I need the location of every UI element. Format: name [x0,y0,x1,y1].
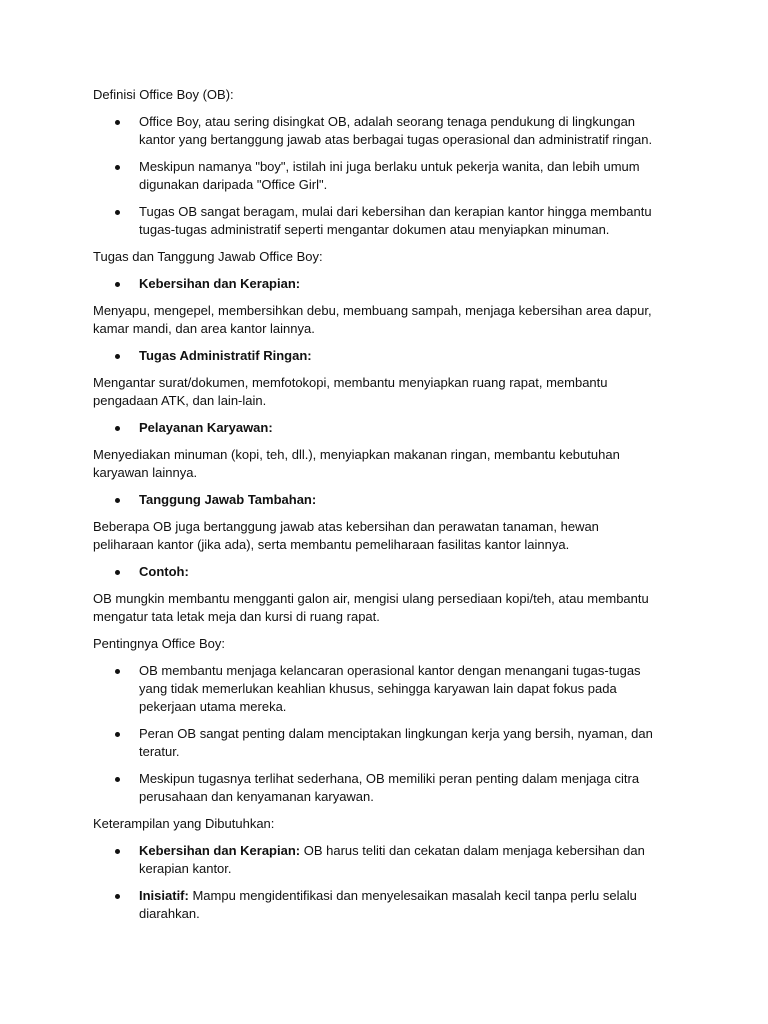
bullet-icon [115,120,120,125]
keterampilan-list [93,842,683,923]
list-item-text: Meskipun namanya "boy", istilah ini juga berlaku untuk pekerja wanita, dan lebih umum digunakan daripada "Office Girl". [139,159,640,192]
definisi-list [93,113,683,239]
tugas-group-list [93,275,683,293]
section-heading-keterampilan: Keterampilan yang Dibutuhkan: [93,816,275,831]
group-description: Mengantar surat/dokumen, memfotokopi, membantu menyiapkan ruang rapat, membantu pengadaan ATK, dan lain-lain. [93,375,608,408]
group-title: Kebersihan dan Kerapian: [139,276,301,291]
list-item [93,725,669,761]
document-page [93,86,683,932]
list-item [93,158,669,194]
tugas-group-list [93,419,683,437]
group-title: Contoh: [139,564,189,579]
skill-text: Mampu mengidentifikasi dan menyelesaikan masalah kecil tanpa perlu selalu diarahkan. [139,888,637,921]
group-description: Beberapa OB juga bertanggung jawab atas kebersihan dan perawatan tanaman, hewan peliharaan kantor (jika ada), serta membantu pemeliharaan fasilitas kantor lainnya. [93,519,599,552]
section-heading-tugas: Tugas dan Tanggung Jawab Office Boy: [93,249,323,264]
group-title: Tugas Administratif Ringan: [139,348,312,363]
tugas-group-list [93,347,683,365]
bullet-icon [115,282,120,287]
group-description: Menyapu, mengepel, membersihkan debu, membuang sampah, menjaga kebersihan area dapur, kamar mandi, dan area kantor lainnya. [93,303,652,336]
bullet-icon [115,426,120,431]
list-item [93,887,669,923]
list-item [93,347,669,365]
bullet-icon [115,732,120,737]
list-item [93,662,669,716]
skill-text: OB harus teliti dan cekatan dalam menjaga kebersihan dan kerapian kantor. [139,843,645,876]
bullet-icon [115,354,120,359]
group-title: Pelayanan Karyawan: [139,420,273,435]
bullet-icon [115,669,120,674]
bullet-icon [115,165,120,170]
pentingnya-list [93,662,683,806]
bullet-icon [115,777,120,782]
list-item [93,491,669,509]
section-heading-pentingnya: Pentingnya Office Boy: [93,636,226,651]
list-item [93,275,669,293]
tugas-group-list [93,491,683,509]
bullet-icon [115,210,120,215]
tugas-group-list [93,563,683,581]
skill-label: Kebersihan dan Kerapian: [139,843,301,858]
list-item [93,842,669,878]
bullet-icon [115,849,120,854]
list-item-text: Meskipun tugasnya terlihat sederhana, OB memiliki peran penting dalam menjaga citra perusahaan dan kenyamanan karyawan. [139,771,640,804]
list-item-text: Office Boy, atau sering disingkat OB, adalah seorang tenaga pendukung di lingkungan kantor yang bertanggung jawab atas berbagai tugas operasional dan administratif ringan. [139,114,653,147]
list-item-text: OB membantu menjaga kelancaran operasional kantor dengan menangani tugas-tugas yang tidak memerlukan keahlian khusus, sehingga karyawan lain dapat fokus pada pekerjaan utama mereka. [139,663,641,714]
list-item [93,770,669,806]
list-item [93,113,669,149]
list-item [93,419,669,437]
section-heading-definisi: Definisi Office Boy (OB): [93,87,234,102]
list-item [93,563,669,581]
list-item-text: Peran OB sangat penting dalam menciptakan lingkungan kerja yang bersih, nyaman, dan teratur. [139,726,653,759]
group-description: Menyediakan minuman (kopi, teh, dll.), menyiapkan makanan ringan, membantu kebutuhan karyawan lainnya. [93,447,620,480]
skill-label: Inisiatif: [139,888,189,903]
list-item-text: Tugas OB sangat beragam, mulai dari kebersihan dan kerapian kantor hingga membantu tugas-tugas administratif seperti mengantar dokumen atau menyiapkan minuman. [139,204,652,237]
bullet-icon [115,570,120,575]
group-description: OB mungkin membantu mengganti galon air, mengisi ulang persediaan kopi/teh, atau membantu mengatur tata letak meja dan kursi di ruang rapat. [93,591,649,624]
group-title: Tanggung Jawab Tambahan: [139,492,317,507]
bullet-icon [115,894,120,899]
bullet-icon [115,498,120,503]
list-item [93,203,669,239]
